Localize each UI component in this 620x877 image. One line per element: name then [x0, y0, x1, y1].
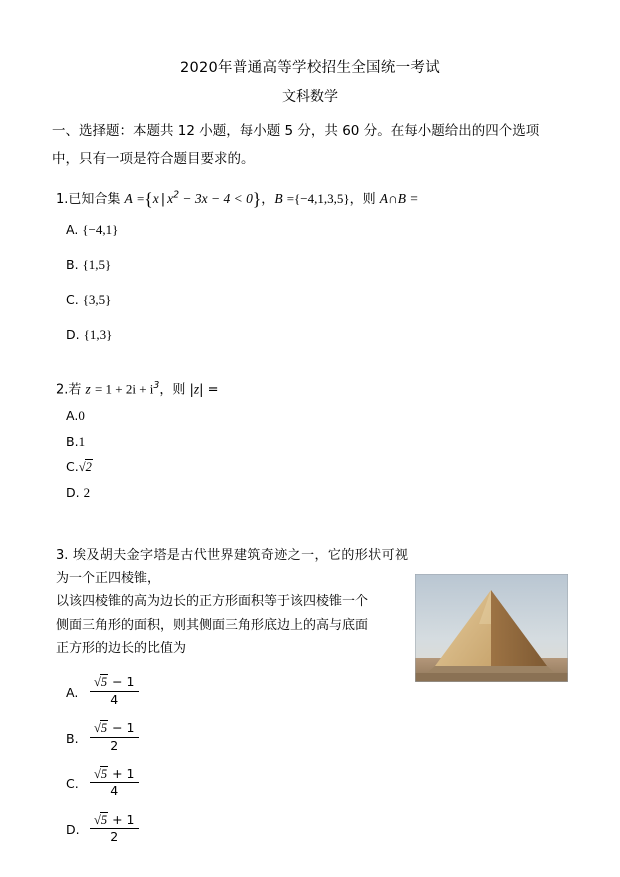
question-2-expression: = 1 + 2i + i	[94, 380, 154, 396]
page-subtitle: 文科数学	[282, 89, 338, 105]
pyramid-photo	[415, 574, 568, 682]
question-1-equals: =	[136, 191, 145, 207]
option-3-a-label: A.	[66, 684, 79, 700]
option-1-b[interactable]	[66, 256, 568, 274]
option-3-a-denominator: 4	[110, 691, 119, 707]
option-1-a-value: {−4,1}	[82, 222, 119, 238]
option-3-d[interactable]	[66, 811, 568, 846]
option-2-b-label: B.	[66, 433, 79, 449]
option-3-c-num-tail: + 1	[108, 765, 135, 781]
option-1-b-value: {1,5}	[82, 256, 112, 272]
question-3-line-1: 埃及胡夫金字塔是古代世界建筑奇迹之一，它的形状可视为一个正四棱锥，	[56, 547, 408, 586]
option-2-b-value: 1	[78, 433, 86, 449]
option-3-b-label: B.	[66, 730, 79, 746]
option-3-c-label: C.	[66, 776, 79, 792]
question-3-options	[56, 676, 568, 845]
question-3-text	[56, 544, 408, 661]
option-3-b-fraction: $\frac{√5 - 1}{2}$	[90, 721, 139, 753]
option-1-d[interactable]	[66, 326, 568, 344]
question-3-line-3: 侧面三角形的面积，则其侧面三角形底边上的高与底面	[56, 617, 369, 633]
option-3-c[interactable]	[66, 765, 568, 800]
option-2-d[interactable]	[66, 484, 568, 502]
question-2-variable-2: z	[193, 380, 200, 396]
option-3-c-fraction: $\frac{√5 + 1}{4}$	[90, 767, 139, 799]
option-3-b[interactable]	[66, 722, 568, 754]
question-1-set-b: B	[274, 191, 283, 207]
option-3-b-radicand: 5	[100, 721, 108, 736]
option-3-b-denominator: 2	[110, 737, 119, 753]
question-1-tail: A∩B =	[379, 191, 419, 207]
option-1-a[interactable]	[66, 221, 568, 239]
question-3-line-2: 以该四棱锥的高为边长的正方形面积等于该四棱锥一个	[56, 594, 369, 610]
option-2-d-value: 2	[83, 484, 91, 500]
question-3-number: 3.	[56, 547, 69, 563]
question-2-options	[56, 407, 568, 502]
option-3-a-fraction: $\frac{√5 - 1}{4}$	[90, 675, 139, 707]
option-1-d-value: {1,3}	[83, 326, 113, 342]
question-1-number: 1.	[56, 192, 69, 208]
option-2-c-label: C.	[66, 458, 79, 474]
option-3-a-radicand: 5	[100, 675, 108, 690]
option-3-c-radicand: 5	[100, 766, 108, 781]
option-1-c-label: C.	[66, 291, 79, 307]
option-2-c-radicand: 2	[85, 459, 92, 474]
question-1-set-a-var: x	[152, 191, 159, 207]
question-2-then: ，则 |	[159, 381, 194, 397]
option-1-b-label: B.	[66, 256, 79, 272]
question-1-stem-prefix: 已知合集	[68, 192, 125, 208]
option-2-a-value: 0	[78, 408, 85, 423]
option-3-d-fraction: $\frac{√5 + 1}{2}$	[90, 813, 139, 845]
question-1-set-b-value: {−4,1,3,5}	[294, 191, 350, 207]
question-1-set-a: A	[124, 191, 133, 207]
question-3-line-4: 正方形的边长的比值为	[56, 641, 187, 657]
question-2-number: 2.	[56, 381, 69, 397]
option-1-d-label: D.	[66, 326, 80, 342]
option-2-c[interactable]	[66, 459, 568, 476]
page-title: 2020年普通高等学校招生全国统一考试	[179, 60, 441, 76]
option-1-a-label: A.	[66, 222, 79, 238]
option-3-b-num-tail: − 1	[108, 720, 135, 736]
question-2-stem-prefix: 若	[68, 381, 86, 397]
question-1-options	[56, 221, 568, 344]
question-3	[52, 544, 568, 846]
question-2	[56, 378, 568, 401]
option-2-a[interactable]	[66, 407, 568, 425]
question-1-exponent: 2	[173, 189, 180, 201]
option-2-a-label: A.	[66, 408, 79, 423]
question-2-variable: z	[85, 380, 91, 396]
question-1: 1.已知合集 A ={x | $x^2 - 3x - 4 < 0$}，B ={−4,1,3,5}，则 A∩B =	[56, 189, 419, 210]
question-1-then: ，则	[349, 192, 380, 208]
option-1-c-value: {3,5}	[82, 291, 112, 307]
option-3-d-radicand: 5	[100, 812, 108, 827]
question-1-set-a-cond-var: x	[167, 191, 174, 207]
option-2-b[interactable]	[66, 433, 568, 451]
option-3-a-num-tail: − 1	[108, 674, 135, 690]
option-3-d-num-tail: + 1	[108, 811, 135, 827]
option-3-c-denominator: 4	[110, 783, 119, 799]
option-1-c[interactable]	[66, 291, 568, 309]
question-2-exponent: 3	[153, 379, 160, 391]
instructions-line-2: 中，只有一项是符合题目要求的。	[52, 150, 255, 167]
question-2-tail: | =	[199, 381, 219, 397]
question-1-set-a-cond: − 3x − 4 < 0	[179, 191, 253, 207]
option-2-d-label: D.	[66, 484, 80, 500]
option-3-d-denominator: 2	[110, 829, 119, 845]
question-1-equals-2: =	[286, 191, 295, 207]
option-3-d-label: D.	[66, 822, 80, 838]
instructions-line-1: 一、选择题：本题共 12 小题，每小题 5 分，共 60 分。在每小题给出的四个选项	[52, 123, 540, 139]
option-2-c-value: √2	[78, 459, 92, 474]
question-1-comma: ，	[261, 192, 275, 208]
